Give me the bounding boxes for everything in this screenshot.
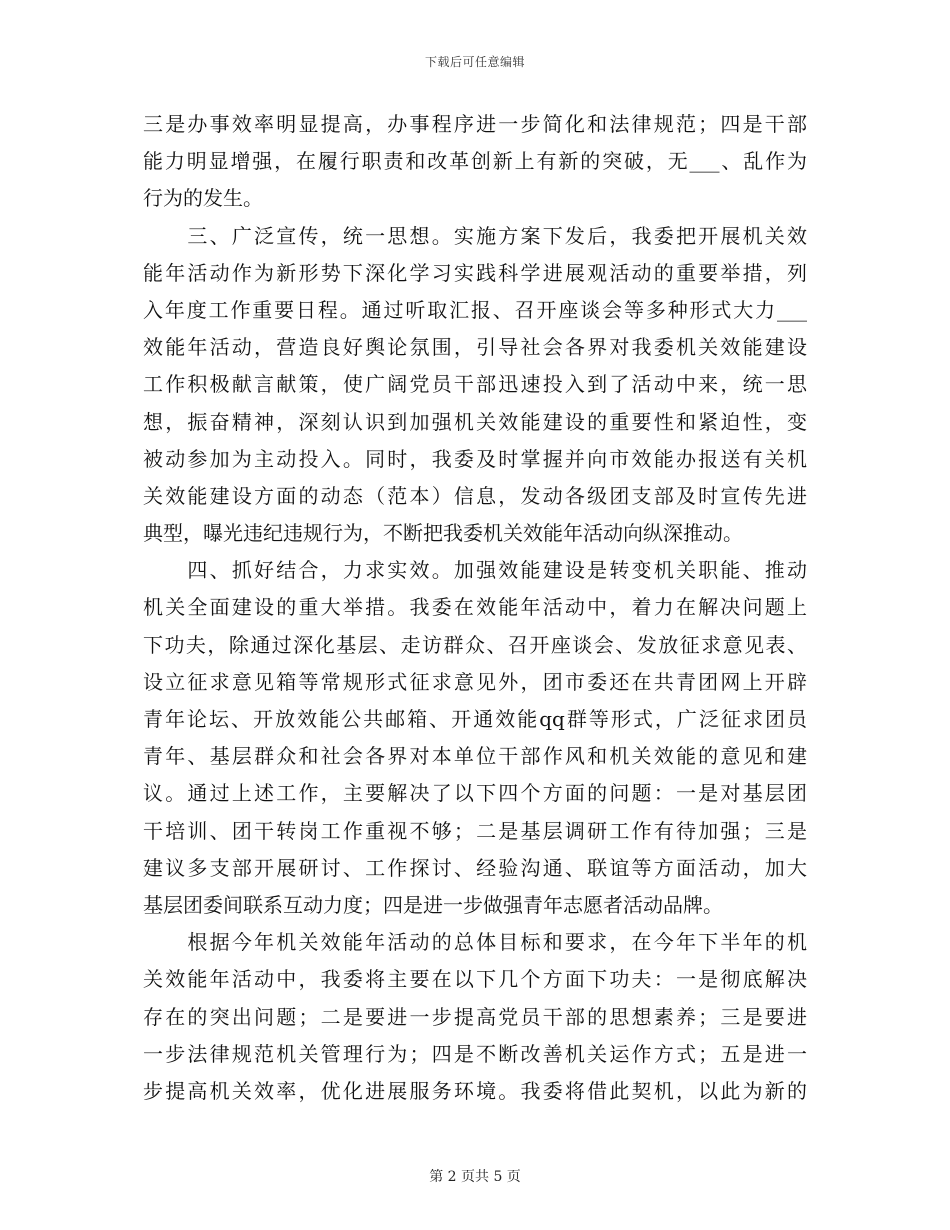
paragraph [143, 218, 807, 553]
text-line: 根据今年机关效能年活动的总体目标和要求，在今年下半年的机 [143, 930, 807, 955]
text-line: 能力明显增强，在履行职责和改革创新上有新的突破，无___、乱作为 [143, 149, 807, 174]
page-header: 下载后可任意编辑 [424, 55, 525, 69]
text-line: 青年论坛、开放效能公共邮箱、开通效能qq群等形式，广泛征求团员 [143, 707, 807, 731]
text-line: 步提高机关效率，优化进展服务环境。我委将借此契机，以此为新的 [143, 1078, 807, 1103]
text-line: 入年度工作重要日程。通过听取汇报、召开座谈会等多种形式大力___ [143, 297, 807, 322]
text-line: 存在的突出问题；二是要进一步提高党员干部的思想素养；三是要进 [143, 1004, 807, 1029]
text-line: 三是办事效率明显提高，办事程序进一步简化和法律规范；四是干部 [143, 112, 807, 136]
text-line: 下功夫，除通过深化基层、走访群众、召开座谈会、发放征求意见表、 [143, 632, 807, 657]
text-line: 基层团委间联系互动力度；四是进一步做强青年志愿者活动品牌。 [143, 892, 723, 917]
text-line: 被动参加为主动投入。同时，我委及时掌握并向市效能办报送有关机 [143, 446, 807, 471]
text-line: 四、抓好结合，力求实效。加强效能建设是转变机关职能、推动 [143, 558, 807, 583]
text-line: 典型，曝光违纪违规行为，不断把我委机关效能年活动向纵深推动。 [143, 521, 743, 546]
text-line: 关效能年活动中，我委将主要在以下几个方面下功夫：一是彻底解决 [143, 967, 807, 992]
text-line: 三、广泛宣传，统一思想。实施方案下发后，我委把开展机关效 [143, 223, 807, 248]
text-line: 建议多支部开展研讨、工作探讨、经验沟通、联谊等方面活动，加大 [143, 855, 807, 880]
body-text [143, 106, 807, 1110]
text-line: 干培训、团干转岗工作重视不够；二是基层调研工作有待加强；三是 [143, 818, 807, 843]
text-line: 关效能建设方面的动态（范本）信息，发动各级团支部及时宣传先进 [143, 483, 807, 508]
page-footer: 第 2 页共 5 页 [429, 1169, 521, 1185]
text-line: 行为的发生。 [143, 186, 263, 211]
text-line: 能年活动作为新形势下深化学习实践科学进展观活动的重要举措，列 [143, 260, 807, 285]
paragraph [143, 106, 807, 218]
text-line: 议。通过上述工作，主要解决了以下四个方面的问题：一是对基层团 [143, 781, 807, 806]
text-line: 工作积极献言献策，使广阔党员干部迅速投入到了活动中来，统一思 [143, 372, 807, 397]
text-line: 效能年活动，营造良好舆论氛围，引导社会各界对我委机关效能建设 [143, 335, 807, 360]
text-line: 想，振奋精神，深刻认识到加强机关效能建设的重要性和紧迫性，变 [143, 409, 807, 434]
paragraph [143, 924, 807, 1110]
text-line: 青年、基层群众和社会各界对本单位干部作风和机关效能的意见和建 [143, 744, 807, 769]
text-line: 机关全面建设的重大举措。我委在效能年活动中，着力在解决问题上 [143, 595, 807, 620]
text-line: 设立征求意见箱等常规形式征求意见外，团市委还在共青团网上开辟 [143, 669, 807, 694]
text-line: 一步法律规范机关管理行为；四是不断改善机关运作方式；五是进一 [143, 1041, 807, 1066]
paragraph [143, 552, 807, 924]
